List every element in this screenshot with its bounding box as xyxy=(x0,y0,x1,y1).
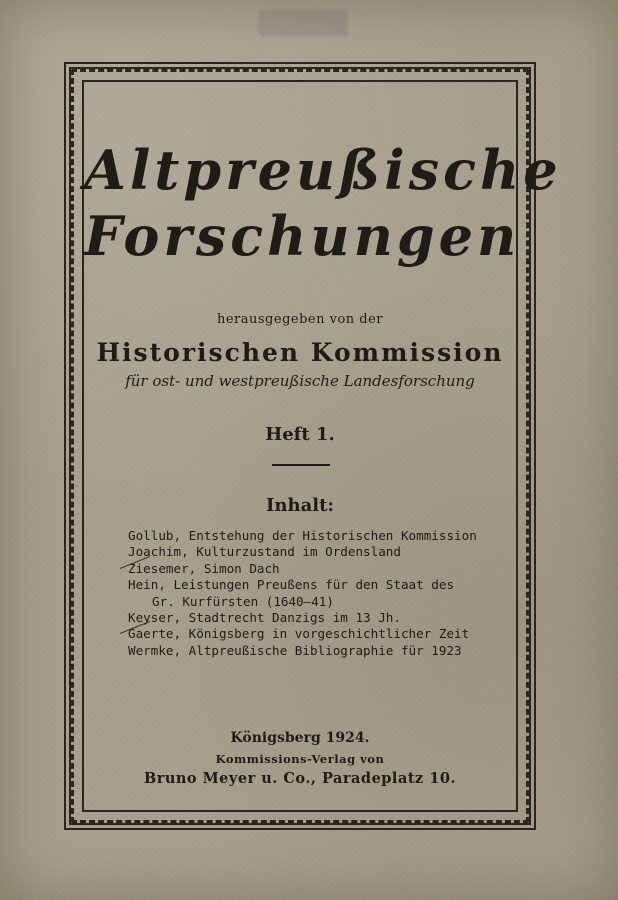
publisher-label: Kommissions-Verlag von xyxy=(215,752,385,766)
list-item: Keyser, Stadtrecht Danzigs im 13 Jh. xyxy=(128,610,401,626)
commission-name: Historischen Kommission xyxy=(96,338,504,367)
contents-heading: Inhalt: xyxy=(265,495,335,516)
editor-intro: herausgegeben von der xyxy=(216,312,384,327)
title-line-2: Forschungen xyxy=(84,204,521,268)
contents-list xyxy=(128,528,478,659)
place-year: Königsberg 1924. xyxy=(230,730,370,746)
cover-content xyxy=(84,82,562,810)
title-line-1: Altpreußische xyxy=(84,138,562,202)
library-stamp xyxy=(258,10,348,36)
divider-rule xyxy=(272,464,330,466)
list-item: Hein, Leistungen Preußens für den Staat des xyxy=(128,577,455,593)
publisher: Bruno Meyer u. Co., Paradeplatz 10. xyxy=(143,770,457,787)
list-item: Joachim, Kulturzustand im Ordensland xyxy=(128,544,401,560)
list-item: Gr. Kurfürsten (1640—41) xyxy=(152,593,334,609)
list-item: Wermke, Altpreußische Bibliographie für 1923 xyxy=(128,642,462,658)
issue-number: Heft 1. xyxy=(265,424,335,445)
list-item: Gollub, Entstehung der Historischen Kommission xyxy=(128,528,477,543)
list-item: Ziesemer, Simon Dach xyxy=(128,560,280,576)
list-item: Gaerte, Königsberg in vorgeschichtlicher Zeit xyxy=(128,626,470,642)
commission-scope: für ost- und westpreußische Landesforschung xyxy=(125,372,475,390)
